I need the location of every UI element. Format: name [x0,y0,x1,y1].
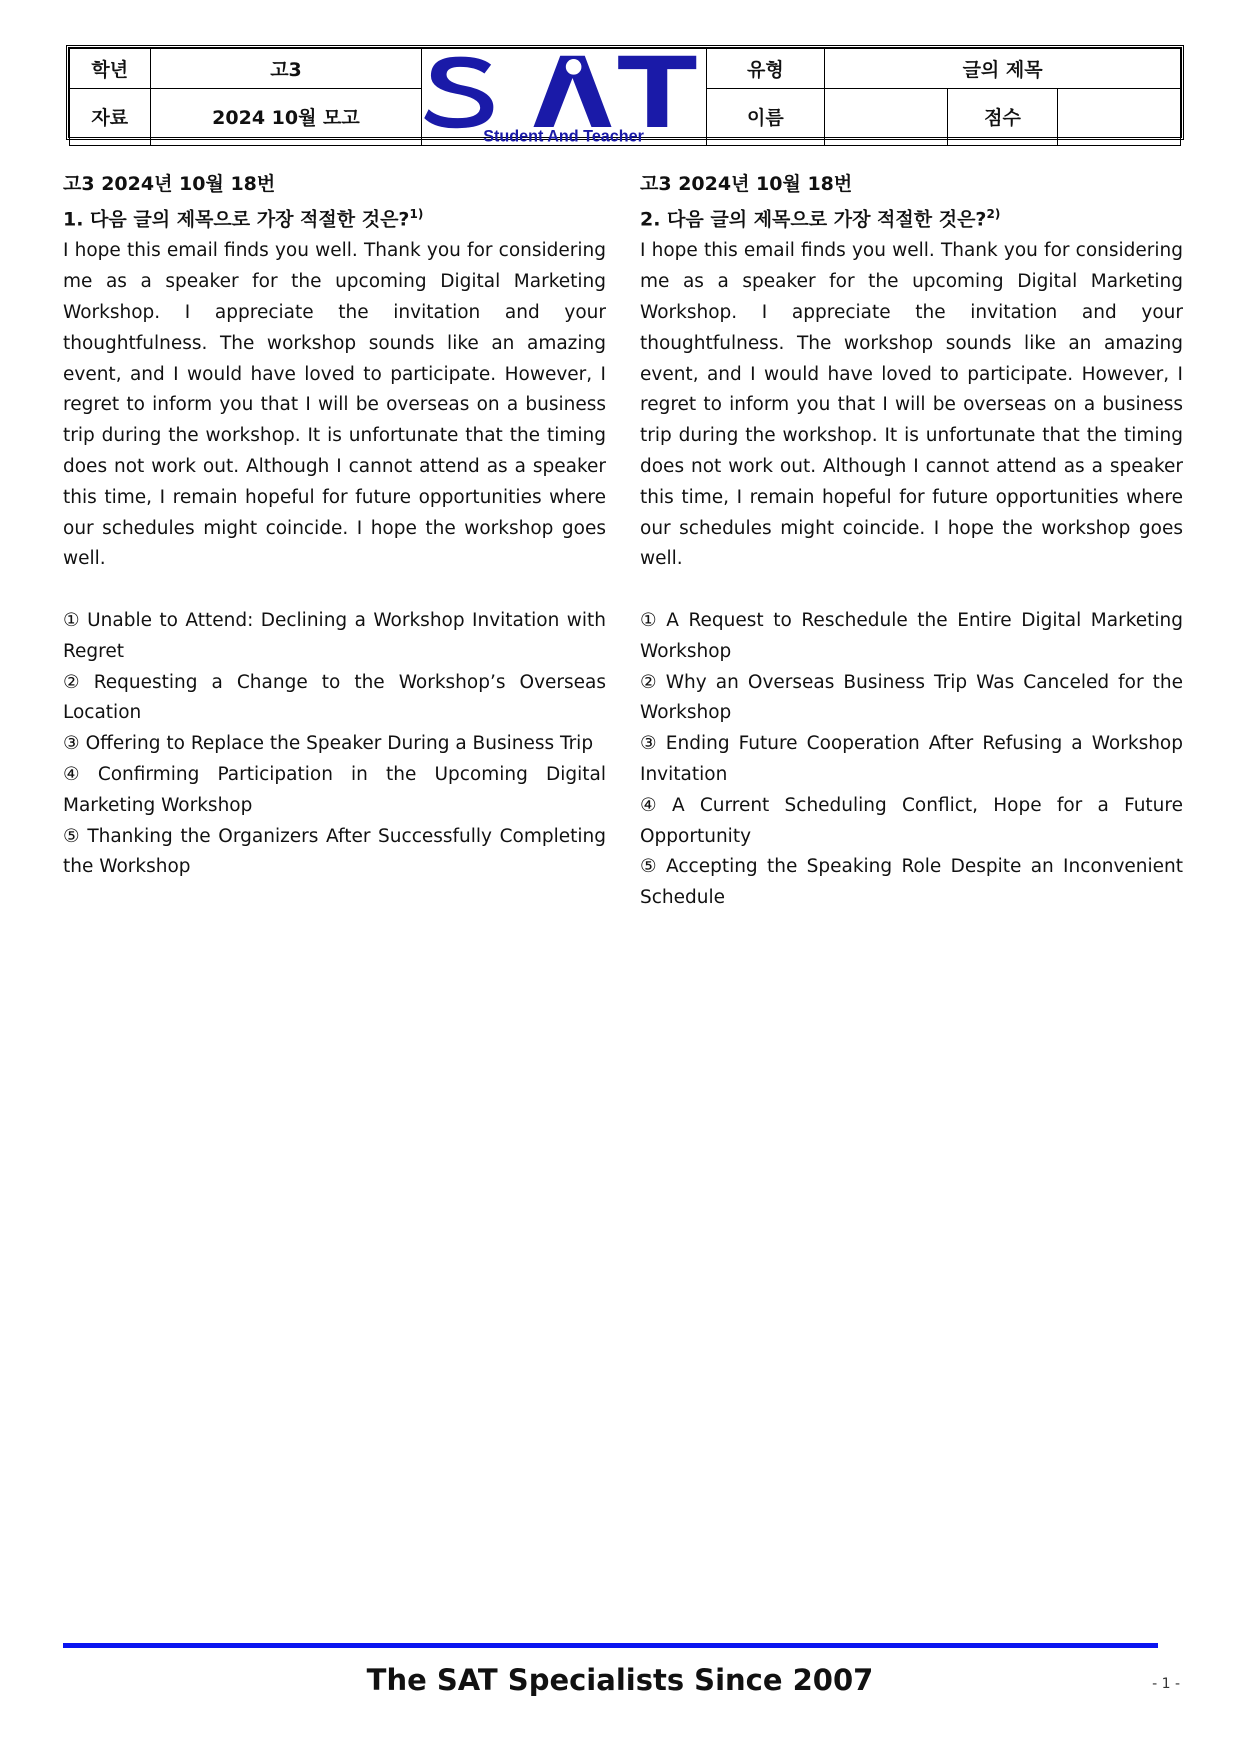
choice-number: ⑤ [63,825,82,847]
choice-list [63,606,606,883]
footnote-ref: 2) [986,207,1001,221]
passage: I hope this email finds you well. Thank you for considering me as a speaker for the upcoming Digital Marketing Workshop. I appreciate the invitation and your thoughtfulness. The workshop sounds like an amazing event, and I would have loved to participate. However, I regret to inform you that I will be overseas on a business trip during the workshop. It is unfortunate that the timing does not work out. Although I cannot attend as a speaker this time, I remain hopeful for future opportunities where our schedules might coincide. I hope the workshop goes well. [63,240,606,570]
choice-text: Accepting the Speaking Role Despite an Inconvenient Schedule [640,856,1183,909]
choice-number: ① [640,610,661,632]
sat-logo-graphic [422,49,705,145]
passage: I hope this email finds you well. Thank you for considering me as a speaker for the upcoming Digital Marketing Workshop. I appreciate the invitation and your thoughtfulness. The workshop sounds like an amazing event, and I would have loved to participate. However, I regret to inform you that I will be overseas on a business trip during the workshop. It is unfortunate that the timing does not work out. Although I cannot attend as a speaker this time, I remain hopeful for future opportunities where our schedules might coincide. I hope the workshop goes well. [640,240,1183,570]
question-prompt-text: 2. 다음 글의 제목으로 가장 적절한 것은? [640,208,987,231]
footer-rule [63,1643,1158,1648]
choice-4[interactable] [63,760,606,822]
choice-text: Ending Future Cooperation After Refusing a Workshop Invitation [640,733,1183,786]
grade-label: 학년 [70,49,151,89]
choice-number: ⑤ [640,856,661,878]
choice-text: Offering to Replace the Speaker During a Business Trip [85,733,594,755]
score-label: 점수 [948,89,1058,146]
choice-list [640,606,1183,914]
choice-4[interactable] [640,791,1183,853]
choice-text: Unable to Attend: Declining a Workshop Invitation with Regret [63,610,606,662]
choice-number: ① [63,610,82,632]
choice-text: Thanking the Organizers After Successfully Completing the Workshop [63,825,606,878]
choice-text: Why an Overseas Business Trip Was Canceled for the Workshop [640,671,1183,724]
choice-1[interactable] [63,606,606,668]
choice-3[interactable] [63,729,606,760]
choice-2[interactable] [63,668,606,730]
choice-2[interactable] [640,668,1183,730]
choice-5[interactable] [63,822,606,884]
question-1 [63,170,606,883]
logo-tagline: Student And Teacher [483,127,645,145]
header-table [66,45,1184,145]
name-label: 이름 [706,89,825,146]
score-field[interactable] [1057,89,1180,146]
question-2 [640,170,1183,914]
name-field[interactable] [825,89,948,146]
choice-text: Requesting a Change to the Workshop’s Overseas Location [63,671,606,724]
choice-number: ④ [640,794,666,816]
choice-text: Confirming Participation in the Upcoming Digital Marketing Workshop [63,764,606,816]
footnote-ref: 1) [409,207,424,221]
type-value: 글의 제목 [825,49,1181,89]
choice-number: ② [63,671,88,693]
choice-number: ③ [63,733,80,755]
choice-text: A Request to Reschedule the Entire Digital Marketing Workshop [640,610,1183,662]
question-source: 고3 2024년 10월 18번 [63,173,276,195]
question-prompt-text: 1. 다음 글의 제목으로 가장 적절한 것은? [63,208,410,231]
choice-number: ② [640,671,660,693]
page-number: - 1 - [1152,1676,1180,1692]
grade-value: 고3 [150,49,422,89]
choice-3[interactable] [640,729,1183,791]
choice-5[interactable] [640,852,1183,914]
material-label: 자료 [70,89,151,146]
question-prompt [63,199,606,234]
question-source: 고3 2024년 10월 18번 [640,173,853,195]
choice-1[interactable] [640,606,1183,668]
footer-slogan: The SAT Specialists Since 2007 [366,1663,874,1697]
type-label: 유형 [706,49,825,89]
choice-text: A Current Scheduling Conflict, Hope for a Future Opportunity [640,794,1183,847]
material-value: 2024 10월 모고 [150,89,422,146]
question-prompt [640,199,1183,234]
choice-number: ④ [63,764,92,786]
choice-number: ③ [640,733,660,755]
sat-logo [422,49,706,146]
